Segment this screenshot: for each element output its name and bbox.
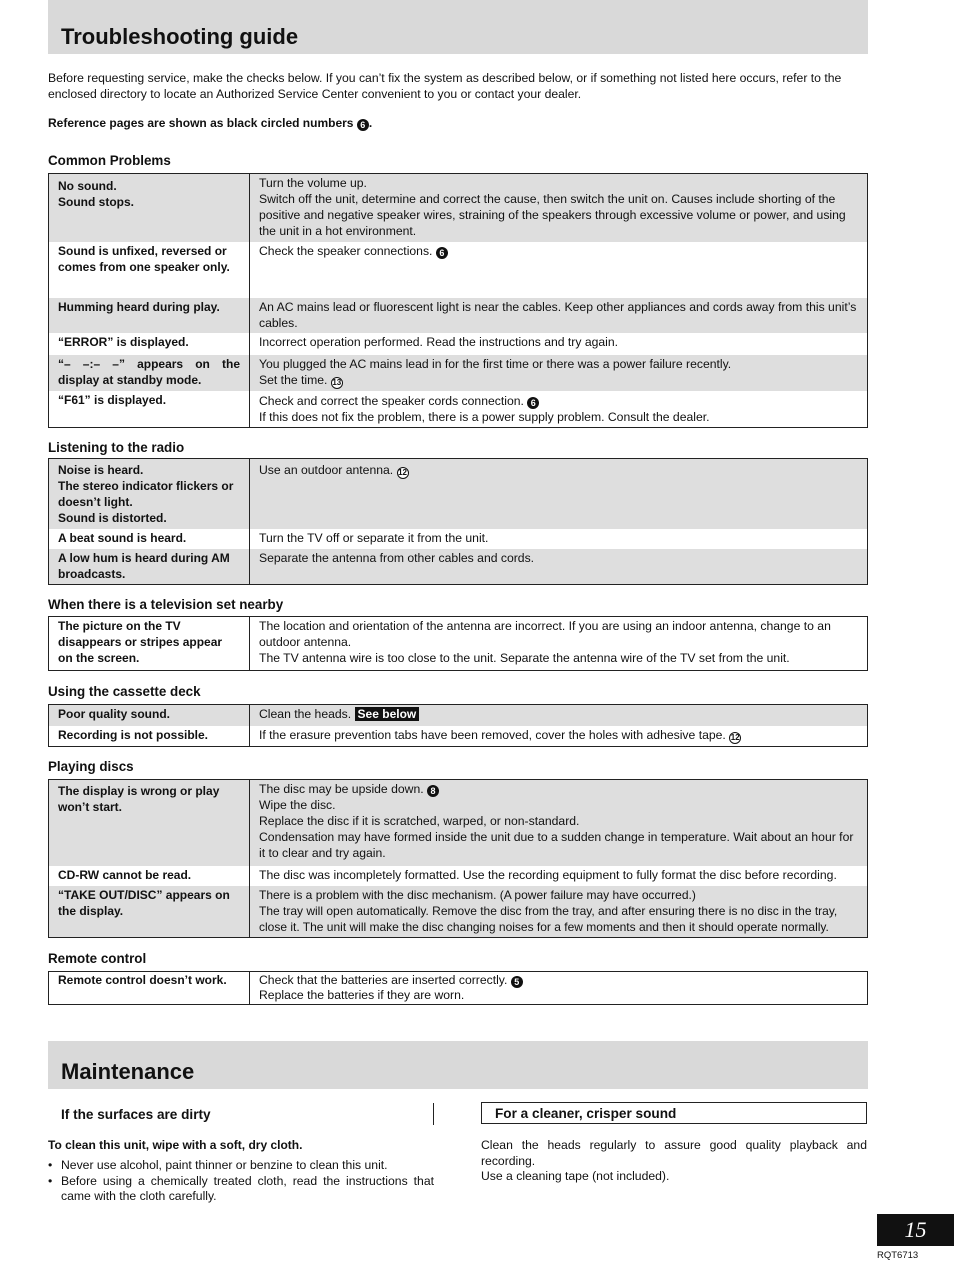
solution-cell: Incorrect operation performed. Read the instructions and try again.	[259, 334, 619, 349]
solution-cell: Turn the volume up. Switch off the unit, determine and correct the cause, then switch the unit on. Causes include shorting of the positive and negative speaker wires, straining of the speakers through excessive volume or power, and using the unit in a hot environment.	[250, 174, 868, 242]
solution-cell: The location and orientation of the antenna are incorrect. If you are using an indoor antenna, change to an outdoor antenna. The TV antenna wire is too close to the unit. Separate the antenna wire of the TV set from the unit.	[259, 619, 831, 665]
problem-cell: Noise is heard. The stereo indicator flickers or doesn’t light. Sound is distorted.	[49, 459, 250, 529]
cleaner-text-1: Clean the heads regularly to assure good quality playback and recording.	[481, 1138, 867, 1168]
problem-cell: Humming heard during play.	[49, 298, 250, 333]
cleaner-heading: For a cleaner, crisper sound	[481, 1102, 867, 1124]
section-heading-cassette: Using the cassette deck	[48, 684, 201, 699]
table-row	[49, 529, 868, 549]
solution-cell: Turn the TV off or separate it from the unit.	[259, 530, 489, 545]
circled-number-icon: 13	[332, 377, 342, 387]
solution-cell	[250, 391, 868, 428]
intro-text: Before requesting service, make the checks below. If you can’t fix the system as described below, or if something not listed here occurs, refer to the enclosed directory to locate an Authorized Service Center convenient to you or contact your dealer.	[48, 71, 842, 101]
document-code: RQT6713	[877, 1250, 919, 1261]
problem-cell: “– –:– –” appears on the display at standby mode.	[49, 355, 250, 391]
solution-cell	[250, 972, 868, 1005]
problem-cell: Remote control doesn’t work.	[49, 972, 250, 1005]
solution-text: Replace the batteries if they are worn.	[259, 988, 465, 1002]
section-heading-discs: Playing discs	[48, 759, 134, 774]
surfaces-bullet-list	[48, 1158, 434, 1205]
table-remote	[48, 971, 868, 1005]
solution-cell: Separate the antenna from other cables and cords.	[250, 549, 868, 585]
solution-text: The disc may be upside down.	[259, 782, 424, 796]
divider	[433, 1103, 434, 1125]
table-row	[49, 298, 868, 333]
section-heading-remote: Remote control	[48, 951, 147, 966]
table-row	[49, 972, 868, 1005]
table-row	[49, 866, 868, 886]
circled-number-icon: 8	[427, 785, 439, 797]
circled-number-icon: 5	[511, 976, 523, 988]
circled-number-icon: 6	[357, 119, 369, 131]
problem-cell: “ERROR” is displayed.	[49, 333, 250, 355]
circled-number-icon: 6	[527, 397, 539, 409]
table-row	[49, 391, 868, 428]
table-row	[49, 333, 868, 355]
circled-number-icon: 12	[730, 732, 740, 742]
solution-cell	[250, 459, 868, 529]
problem-cell: The picture on the TV disappears or stripes appear on the screen.	[49, 617, 250, 671]
list-item: • Never use alcohol, paint thinner or benzine to clean this unit.	[48, 1158, 434, 1174]
circled-number-icon: 6	[436, 247, 448, 259]
table-radio	[48, 458, 868, 585]
reference-note: Reference pages are shown as black circled numbers 6 .	[48, 116, 373, 130]
table-cassette	[48, 704, 868, 747]
solution-text: Check the speaker connections.	[259, 243, 433, 258]
section-heading-tv: When there is a television set nearby	[48, 597, 284, 612]
table-row	[49, 242, 868, 298]
table-row	[49, 705, 868, 726]
maintenance-title: Maintenance	[61, 1059, 195, 1084]
solution-text: Check and correct the speaker cords connection.	[259, 393, 524, 408]
list-item: • Before using a chemically treated cloth, read the instructions that came with the cloth carefully.	[48, 1174, 434, 1205]
surfaces-heading: If the surfaces are dirty	[61, 1107, 211, 1122]
cleaner-text-2: Use a cleaning tape (not included).	[481, 1169, 670, 1183]
solution-text: Use an outdoor antenna.	[259, 463, 394, 477]
section-heading-common: Common Problems	[48, 153, 171, 168]
solution-cell: The disc was incompletely formatted. Use the recording equipment to fully format the disc before recording.	[259, 867, 837, 882]
problem-cell: CD-RW cannot be read.	[49, 866, 250, 886]
table-row	[49, 549, 868, 585]
problem-cell: “TAKE OUT/DISC” appears on the display.	[49, 886, 250, 938]
problem-cell: A beat sound is heard.	[49, 529, 250, 549]
solution-text: Check that the batteries are inserted correctly.	[259, 973, 508, 987]
solution-text: Clean the heads.	[259, 707, 352, 721]
problem-cell: Recording is not possible.	[49, 726, 250, 747]
page-number: 15	[877, 1214, 954, 1246]
section-heading-radio: Listening to the radio	[48, 440, 185, 455]
solution-cell	[250, 705, 868, 726]
reference-note-text: Reference pages are shown as black circled numbers	[48, 116, 354, 130]
solution-cell: An AC mains lead or fluorescent light is near the cables. Keep other appliances and cords away from this unit’s cables.	[250, 298, 868, 333]
table-tv	[48, 616, 868, 671]
table-row	[49, 726, 868, 747]
problem-cell: Poor quality sound.	[49, 705, 250, 726]
table-row	[49, 459, 868, 529]
solution-cell	[250, 242, 868, 298]
table-row	[49, 174, 868, 242]
title-banner	[48, 0, 868, 54]
table-row	[49, 886, 868, 938]
solution-text: If the erasure prevention tabs have been removed, cover the holes with adhesive tape.	[259, 727, 726, 742]
see-below-badge: See below	[355, 707, 420, 721]
problem-cell: A low hum is heard during AM broadcasts.	[49, 549, 250, 585]
solution-cell: There is a problem with the disc mechanism. (A power failure may have occurred.) The tray will open automatically. Remove the disc from the tray, and after ensuring there is no disc in the tray, close it. The unit will make the disc changing noises for a few moments and then it should operate normally.	[250, 886, 868, 938]
solution-text: If this does not fix the problem, there is a power supply problem. Consult the dealer.	[259, 409, 710, 424]
page-title: Troubleshooting guide	[61, 24, 299, 49]
solution-cell	[250, 726, 868, 747]
solution-cell: You plugged the AC mains lead in for the first time or there was a power failure recently. Set the time. 13	[250, 355, 868, 391]
table-row	[49, 355, 868, 391]
table-row	[49, 780, 868, 866]
problem-cell: “F61” is displayed.	[49, 391, 250, 428]
surfaces-lead: To clean this unit, wipe with a soft, dry cloth.	[48, 1138, 303, 1152]
table-row	[49, 617, 868, 671]
table-common-problems	[48, 173, 868, 428]
solution-cell: The disc may be upside down. 8 Wipe the disc. Replace the disc if it is scratched, warped, or non-standard. Condensation may have formed inside the unit due to a sudden change in temperature. Wait about an hour for it to clear and try again.	[250, 780, 868, 866]
problem-cell: No sound. Sound stops.	[49, 174, 250, 242]
problem-cell: Sound is unfixed, reversed or comes from one speaker only.	[49, 242, 250, 298]
problem-cell: The display is wrong or play won’t start.	[49, 780, 250, 866]
table-discs	[48, 779, 868, 938]
circled-number-icon: 12	[398, 468, 408, 477]
maintenance-banner	[48, 1041, 868, 1089]
